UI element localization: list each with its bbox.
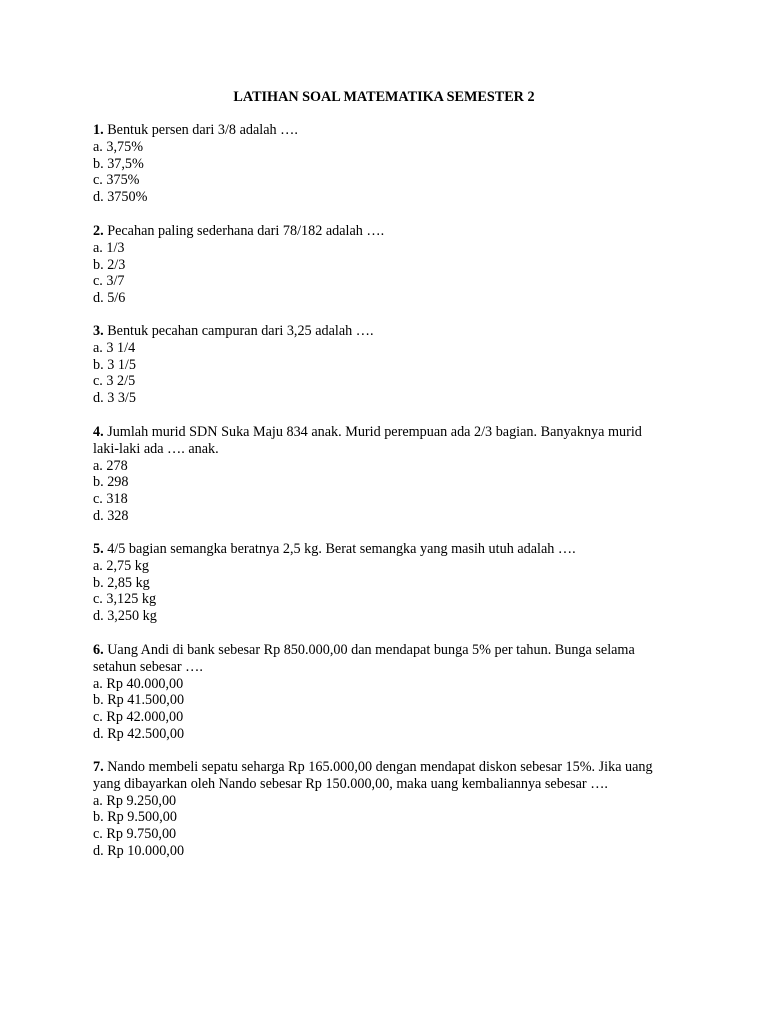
question-stem [93,223,671,240]
question-text: Pecahan paling sederhana dari 78/182 adalah …. [107,223,385,239]
option-a: a. 3 1/4 [93,339,136,356]
question-stem [93,424,671,458]
question-text: 4/5 bagian semangka beratnya 2,5 kg. Berat semangka yang masih utuh adalah …. [107,541,576,557]
option-b: b. 3 1/5 [93,356,136,373]
option-c: c. 375% [93,172,140,189]
option-a: a. Rp 40.000,00 [93,675,184,692]
question-text: Bentuk pecahan campuran dari 3,25 adalah …. [107,323,374,339]
question-4 [93,424,671,525]
option-a: a. 3,75% [93,138,144,155]
option-d: d. 3 3/5 [93,390,136,407]
page-title: LATIHAN SOAL MATEMATIKA SEMESTER 2 [233,89,535,105]
question-number: 1. [93,122,104,138]
question-6 [93,642,671,743]
option-b: b. 2/3 [93,256,126,273]
option-d: d. 3750% [93,189,148,206]
question-stem [93,122,671,139]
question-number: 2. [93,223,104,239]
option-d: d. 5/6 [93,290,126,307]
question-number: 6. [93,642,104,658]
question-2 [93,223,671,307]
option-a: a. 1/3 [93,239,125,256]
question-3 [93,323,671,407]
option-d: d. 328 [93,507,129,524]
question-number: 7. [93,759,104,775]
option-b: b. 2,85 kg [93,574,150,591]
option-a: a. Rp 9.250,00 [93,792,177,809]
option-c: c. 3 2/5 [93,373,136,390]
option-a: a. 278 [93,457,128,474]
question-text: Nando membeli sepatu seharga Rp 165.000,00 dengan mendapat diskon sebesar 15%. Jika uang yang dibayarkan oleh Nando sebesar Rp 150.000,00, maka uang kembaliannya sebesar …. [93,759,653,792]
question-text: Jumlah murid SDN Suka Maju 834 anak. Murid perempuan ada 2/3 bagian. Banyaknya murid laki-laki ada …. anak. [93,424,642,457]
option-b: b. 298 [93,474,129,491]
question-stem [93,323,671,340]
option-b: b. Rp 41.500,00 [93,692,185,709]
question-text: Uang Andi di bank sebesar Rp 850.000,00 dan mendapat bunga 5% per tahun. Bunga selama setahun sebesar …. [93,642,635,675]
option-d: d. Rp 42.500,00 [93,725,185,742]
option-a: a. 2,75 kg [93,557,149,574]
question-text: Bentuk persen dari 3/8 adalah …. [107,122,298,138]
option-d: d. 3,250 kg [93,608,157,625]
question-number: 5. [93,541,104,557]
question-stem [93,541,671,558]
question-stem [93,759,671,793]
question-stem [93,642,671,676]
option-c: c. 318 [93,491,128,508]
option-b: b. 37,5% [93,155,144,172]
option-c: c. Rp 9.750,00 [93,826,177,843]
option-b: b. Rp 9.500,00 [93,809,177,826]
question-7 [93,759,671,860]
option-d: d. Rp 10.000,00 [93,842,185,859]
option-c: c. Rp 42.000,00 [93,709,184,726]
question-number: 3. [93,323,104,339]
option-c: c. 3,125 kg [93,591,157,608]
option-c: c. 3/7 [93,273,125,290]
question-1 [93,122,671,206]
question-5 [93,541,671,625]
question-number: 4. [93,424,104,440]
